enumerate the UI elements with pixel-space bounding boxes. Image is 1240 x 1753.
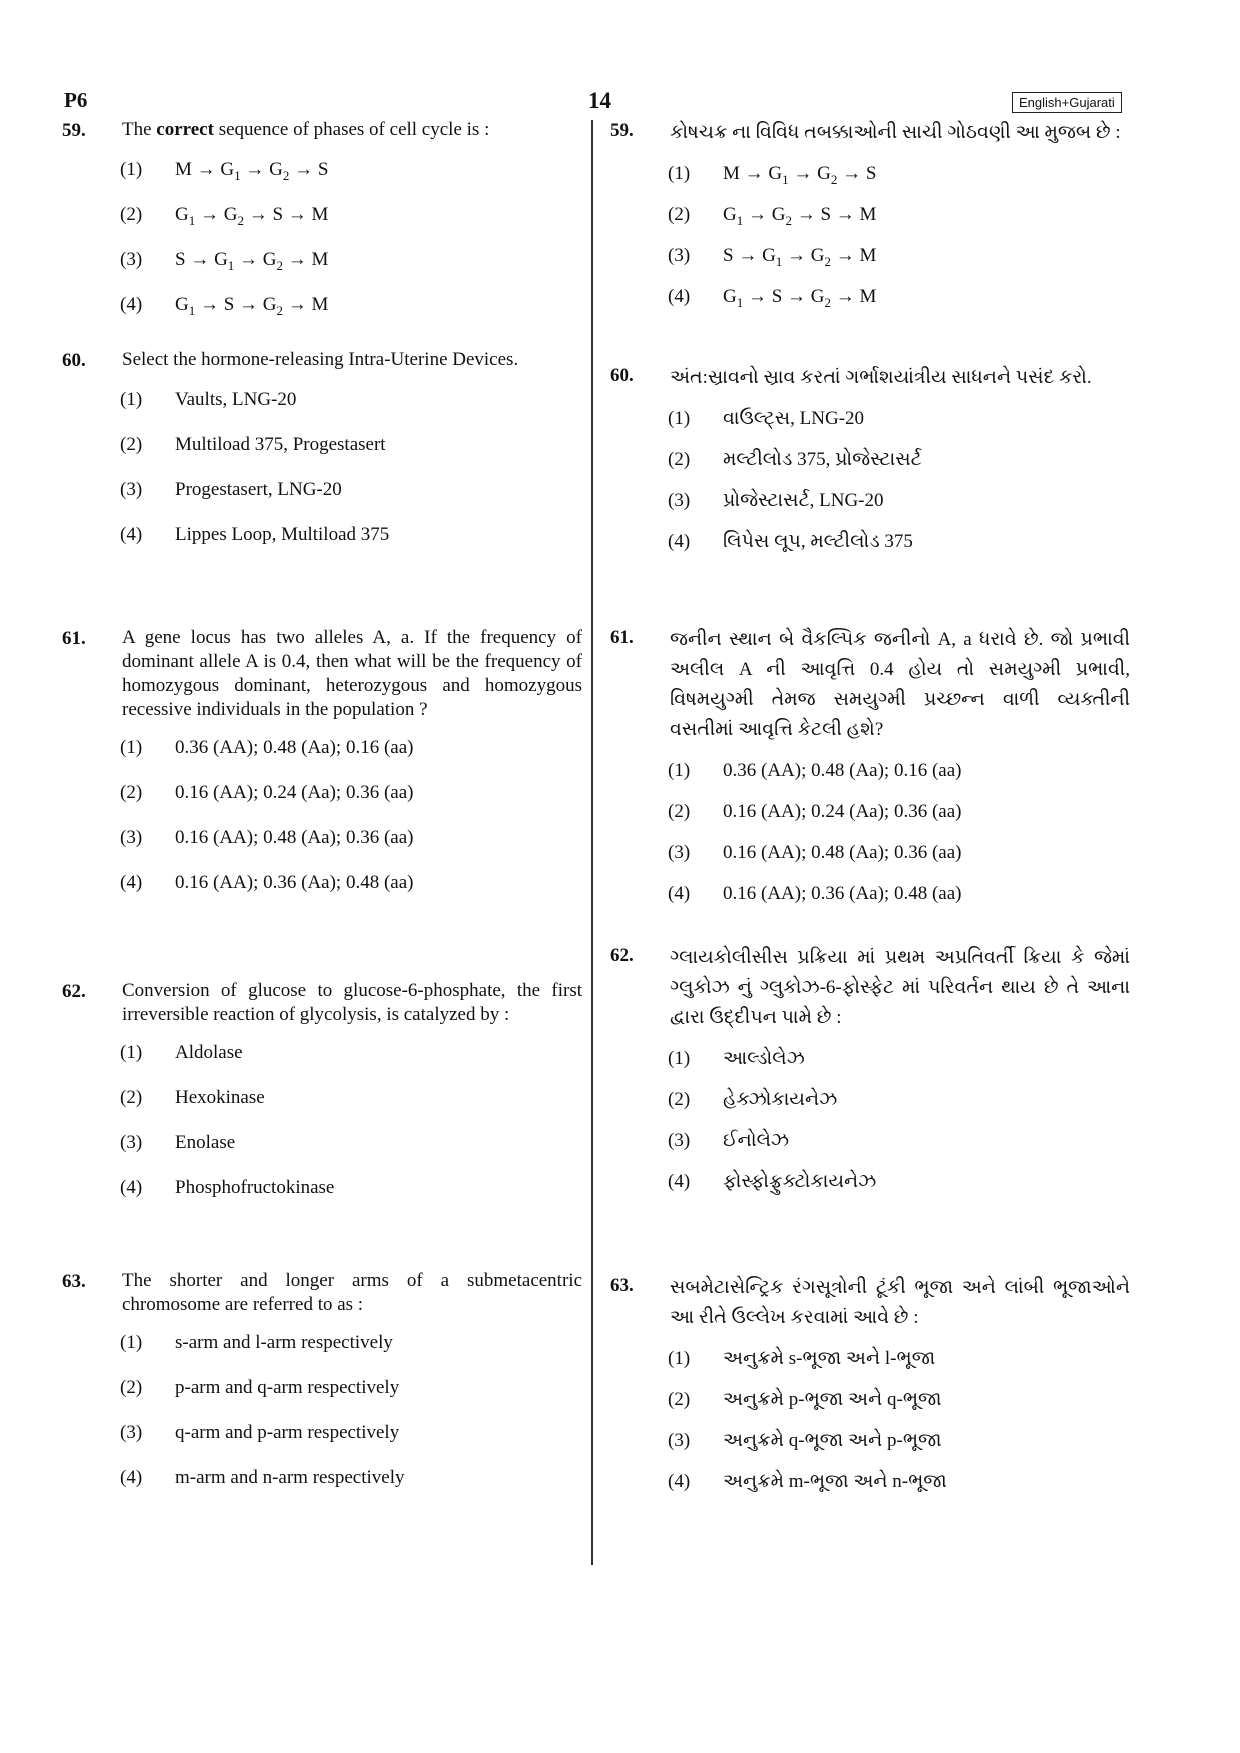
option-text: Progestasert, LNG-20 [175, 479, 342, 500]
option [668, 1129, 1130, 1170]
option-label: (4) [668, 1471, 691, 1492]
option [668, 203, 1130, 244]
question-text-part: sequence of phases of cell cycle is : [213, 119, 490, 140]
option-text: m-arm and n-arm respectively [175, 1467, 405, 1488]
option-text: $M \to G_1 \to G_2 \to S$ [175, 159, 329, 183]
option-label: (1) [668, 1048, 691, 1069]
option [668, 1388, 1130, 1429]
option [120, 1376, 582, 1421]
option [668, 285, 1130, 326]
option-text: 0.16 (AA); 0.48 (Aa); 0.36 (aa) [723, 842, 962, 863]
option-text: અનુક્રમે q-ભૂજા અને p-ભૂજા [723, 1430, 942, 1451]
option-label: (2) [120, 1377, 143, 1398]
question-text: Conversion of glucose to glucose-6-phosphate, the first irreversible reaction of glycolysis, is catalyzed by : [122, 980, 582, 1025]
option-label: (4) [120, 294, 143, 315]
option-text: Lippes Loop, Multiload 375 [175, 524, 390, 545]
column-divider [591, 120, 593, 1565]
option-text: Phosphofructokinase [175, 1177, 335, 1198]
paper-code: P6 [64, 88, 88, 112]
option [120, 736, 582, 781]
options-list [120, 158, 582, 338]
option [120, 158, 582, 203]
option-text: ફોસ્ફોફ્રુક્ટોકાયનેઝ [723, 1171, 877, 1192]
question-number: 63. [610, 1275, 634, 1296]
option-text: 0.16 (AA); 0.36 (Aa); 0.48 (aa) [175, 872, 414, 893]
question-60-gu [610, 363, 1130, 625]
question-number: 59. [62, 120, 86, 141]
option [120, 478, 582, 523]
option-label: (1) [120, 737, 143, 758]
option-label: (3) [120, 1132, 143, 1153]
question-59-gu [610, 118, 1130, 363]
option-text: 0.16 (AA); 0.24 (Aa); 0.36 (aa) [175, 782, 414, 803]
question-text: A gene locus has two alleles A, a. If the frequency of dominant allele A is 0.4, then what will be the frequency of homozygous dominant, heterozygous and homozygous recessive individuals in the population ? [122, 627, 582, 720]
options-list [668, 759, 1130, 923]
question-text-emphasis: correct [156, 119, 214, 140]
option-label: (4) [120, 1467, 143, 1488]
option-text: Hexokinase [175, 1087, 265, 1108]
option [668, 882, 1130, 923]
option-text: હેક્ઝોકાયનેઝ [723, 1089, 838, 1110]
option-label: (4) [120, 1177, 143, 1198]
option-label: (3) [120, 479, 143, 500]
options-list [668, 1347, 1130, 1511]
option-label: (1) [668, 760, 691, 781]
option-label: (4) [668, 883, 691, 904]
question-62-en [62, 979, 582, 1269]
question-text: સબમેટાસેન્ટ્રિક રંગસૂત્રોની ટૂંકી ભૂજા અને લાંબી ભૂજાઓને આ રીતે ઉલ્લેખ કરવામાં આવે છે : [670, 1277, 1130, 1328]
option-label: (1) [668, 1348, 691, 1369]
option-text: પ્રોજેસ્ટાસર્ટ, LNG-20 [723, 490, 884, 511]
option [120, 1131, 582, 1176]
option-text: 0.16 (AA); 0.36 (Aa); 0.48 (aa) [723, 883, 962, 904]
option [120, 1331, 582, 1376]
option [668, 407, 1130, 448]
option-text: $G_1 \to S \to G_2 \to M$ [175, 294, 329, 318]
option [668, 1047, 1130, 1088]
option-text: $S \to G_1 \to G_2 \to M$ [175, 249, 329, 273]
option-label: (2) [668, 449, 691, 470]
option-label: (1) [120, 1042, 143, 1063]
option [120, 826, 582, 871]
option-label: (3) [668, 842, 691, 863]
question-text: કોષચક્ર ના વિવિધ તબક્કાઓની સાચી ગોઠવણી આ મુજબ છે : [670, 122, 1121, 143]
option-text: વાઉલ્ટ્સ, LNG-20 [723, 408, 865, 429]
option-label: (2) [120, 204, 143, 225]
options-list [668, 162, 1130, 326]
option-text: અનુક્રમે p-ભૂજા અને q-ભૂજા [723, 1389, 942, 1410]
option-text: 0.16 (AA); 0.24 (Aa); 0.36 (aa) [723, 801, 962, 822]
option-label: (4) [120, 524, 143, 545]
page-number: 14 [588, 88, 611, 113]
option-text: Enolase [175, 1132, 236, 1153]
question-number: 60. [610, 365, 634, 386]
option-label: (4) [668, 531, 691, 552]
option-text: 0.36 (AA); 0.48 (Aa); 0.16 (aa) [723, 760, 962, 781]
options-list [120, 388, 582, 568]
option [668, 1429, 1130, 1470]
option [120, 871, 582, 916]
question-text: અંત:સ્રાવનો સ્રાવ કરતાં ગર્ભાશયાંત્રીય સાધનને પસંદ કરો. [670, 367, 1092, 388]
option-label: (1) [668, 408, 691, 429]
option-text: p-arm and q-arm respectively [175, 1377, 400, 1398]
options-list [120, 1331, 582, 1511]
option-label: (3) [120, 827, 143, 848]
option [668, 841, 1130, 882]
option-label: (2) [668, 204, 691, 225]
question-number: 63. [62, 1271, 86, 1292]
option [668, 1470, 1130, 1511]
option [120, 523, 582, 568]
option [120, 1421, 582, 1466]
option [668, 800, 1130, 841]
option-label: (2) [120, 782, 143, 803]
option-text: Aldolase [175, 1042, 243, 1063]
option [120, 248, 582, 293]
option-label: (1) [120, 389, 143, 410]
question-number: 59. [610, 120, 634, 141]
option [668, 162, 1130, 203]
option-label: (4) [668, 1171, 691, 1192]
option-text: આલ્ડોલેઝ [723, 1048, 805, 1069]
option-label: (3) [668, 1430, 691, 1451]
option-text: $G_1 \to S \to G_2 \to M$ [723, 286, 877, 310]
option [120, 1466, 582, 1511]
question-number: 61. [62, 628, 86, 649]
option-label: (1) [120, 1332, 143, 1353]
option-label: (3) [668, 490, 691, 511]
question-text [122, 118, 582, 142]
gujarati-column [610, 118, 1130, 1511]
question-62-gu [610, 943, 1130, 1273]
option-text: મલ્ટીલોડ 375, પ્રોજેસ્ટાસર્ટ [723, 449, 922, 470]
question-number: 61. [610, 627, 634, 648]
question-63-en [62, 1269, 582, 1511]
option-text: Vaults, LNG-20 [175, 389, 297, 410]
language-badge: English+Gujarati [1012, 92, 1122, 113]
option [668, 530, 1130, 571]
option [120, 1086, 582, 1131]
question-number: 60. [62, 350, 86, 371]
option-text: s-arm and l-arm respectively [175, 1332, 393, 1353]
english-column [62, 118, 582, 1511]
option-text: અનુક્રમે m-ભૂજા અને n-ભૂજા [723, 1471, 947, 1492]
option-label: (1) [668, 163, 691, 184]
option-text: 0.36 (AA); 0.48 (Aa); 0.16 (aa) [175, 737, 414, 758]
option-label: (2) [668, 1089, 691, 1110]
option-text: $M \to G_1 \to G_2 \to S$ [723, 163, 877, 187]
option [120, 1041, 582, 1086]
options-list [668, 1047, 1130, 1211]
option-text: $G_1 \to G_2 \to S \to M$ [175, 204, 329, 228]
question-60-en [62, 348, 582, 626]
option [120, 203, 582, 248]
option-label: (1) [120, 159, 143, 180]
question-number: 62. [610, 945, 634, 966]
option-text: Multiload 375, Progestasert [175, 434, 386, 455]
question-61-en [62, 626, 582, 979]
option [120, 388, 582, 433]
option-text: ઈનોલેઝ [723, 1130, 790, 1151]
question-text: ગ્લાયકોલીસીસ પ્રક્રિયા માં પ્રથમ અપ્રતિવર્તી ક્રિયા કે જેમાં ગ્લુકોઝ નું ગ્લુકોઝ-6-ફોસ્ફેટ માં પરિવર્તન થાય છે તે આના દ્વારા ઉદ્દીપન પામે છે : [670, 947, 1130, 1028]
question-text: જનીન સ્થાન બે વૈકલ્પિક જનીનો A, a ધરાવે છે. જો પ્રભાવી અલીલ A ની આવૃત્તિ 0.4 હોય તો સમયુગ્મી પ્રભાવી, વિષમયુગ્મી તેમજ સમયુગ્મી પ્રચ્છન્ન વાળી વ્યક્તીની વસતીમાં આવૃત્તિ કેટલી હશે? [670, 629, 1130, 740]
question-text-part: The [122, 119, 157, 140]
option [668, 1170, 1130, 1211]
option-label: (2) [120, 1087, 143, 1108]
options-list [668, 407, 1130, 571]
option-text: અનુક્રમે s-ભૂજા અને l-ભૂજા [723, 1348, 936, 1369]
option [668, 244, 1130, 285]
option [668, 759, 1130, 800]
option [668, 448, 1130, 489]
options-list [120, 736, 582, 916]
question-text: Select the hormone-releasing Intra-Uterine Devices. [122, 349, 519, 370]
option [120, 781, 582, 826]
option-label: (3) [668, 1130, 691, 1151]
question-61-gu [610, 625, 1130, 943]
option-label: (2) [120, 434, 143, 455]
option-label: (3) [120, 1422, 143, 1443]
option-label: (4) [120, 872, 143, 893]
option-text: 0.16 (AA); 0.48 (Aa); 0.36 (aa) [175, 827, 414, 848]
option [120, 293, 582, 338]
option [120, 1176, 582, 1221]
question-63-gu [610, 1273, 1130, 1511]
question-text: The shorter and longer arms of a submetacentric chromosome are referred to as : [122, 1270, 582, 1315]
option-label: (2) [668, 801, 691, 822]
question-59-en [62, 118, 582, 348]
option-label: (3) [668, 245, 691, 266]
page-header [0, 82, 1240, 122]
option [668, 1347, 1130, 1388]
option [668, 1088, 1130, 1129]
option-label: (3) [120, 249, 143, 270]
option [668, 489, 1130, 530]
option-text: q-arm and p-arm respectively [175, 1422, 400, 1443]
option-label: (2) [668, 1389, 691, 1410]
option-text: $S \to G_1 \to G_2 \to M$ [723, 245, 877, 269]
option-text: $G_1 \to G_2 \to S \to M$ [723, 204, 877, 228]
question-number: 62. [62, 981, 86, 1002]
option-text: લિપેસ લૂપ, મલ્ટીલોડ 375 [723, 531, 913, 552]
option [120, 433, 582, 478]
option-label: (4) [668, 286, 691, 307]
options-list [120, 1041, 582, 1221]
